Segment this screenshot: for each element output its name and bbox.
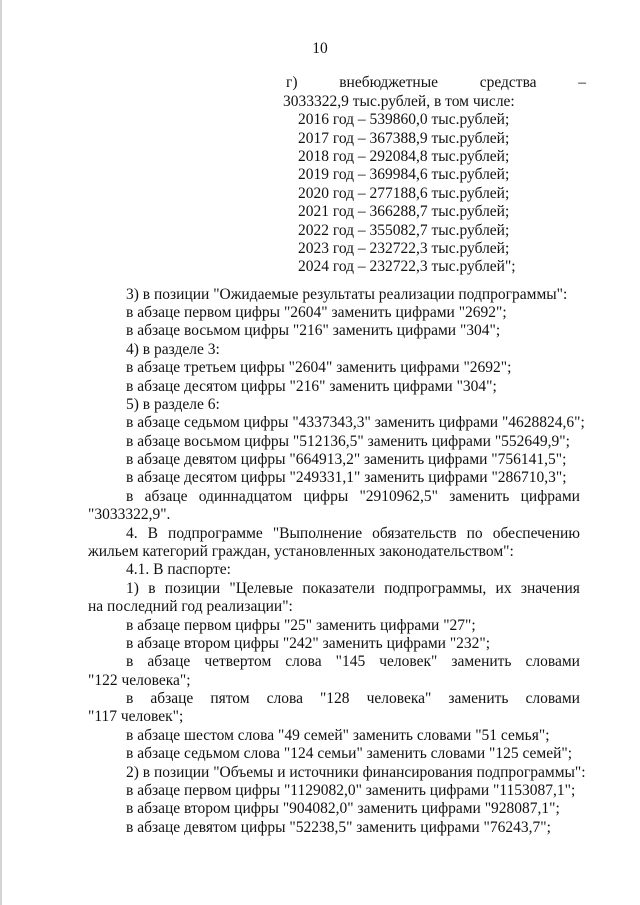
budget-heading bbox=[286, 74, 586, 92]
word: показатели bbox=[302, 580, 375, 597]
word: четвертом bbox=[204, 653, 272, 670]
word: внебюджетные bbox=[339, 74, 439, 91]
word: в bbox=[148, 580, 156, 597]
paragraph-line: 3) в позиции "Ожидаемые результаты реализации подпрограммы": bbox=[126, 286, 568, 303]
paragraph-line: в абзаце втором цифры "242" заменить цифрами "232"; bbox=[126, 635, 491, 652]
paragraph-line: в абзаце девятом цифры "664913,2" заменить цифрами "756141,5"; bbox=[126, 451, 567, 468]
scan-edge bbox=[0, 0, 2, 905]
paragraph-line: в абзаце восьмом цифры "216" заменить цифрами "304"; bbox=[126, 322, 501, 339]
page-number: 10 bbox=[312, 40, 328, 57]
word: в bbox=[126, 653, 134, 670]
word: обеспечению bbox=[492, 525, 580, 542]
word: заменить bbox=[449, 488, 510, 505]
budget-year: 2016 год – 539860,0 тыс.рублей; bbox=[298, 111, 510, 128]
paragraph-line-justified bbox=[126, 525, 580, 543]
paragraph-line: в абзаце втором цифры "904082,0" заменить цифрами "928087,1"; bbox=[126, 800, 560, 817]
word: подпрограммы, bbox=[384, 580, 487, 597]
word: заменить bbox=[451, 653, 512, 670]
word: их bbox=[495, 580, 512, 597]
paragraph-line: в абзаце восьмом цифры "512136,5" заменить цифрами "552649,9"; bbox=[126, 433, 570, 450]
word: цифрами bbox=[520, 488, 580, 505]
paragraph-line-justified bbox=[126, 653, 580, 671]
word: цифры bbox=[303, 488, 349, 505]
paragraph-line: "3033322,9". bbox=[88, 506, 171, 523]
paragraph-line: в абзаце девятом цифры "52238,5" заменить цифрами "76243,7"; bbox=[126, 819, 551, 836]
word: человек" bbox=[379, 653, 438, 670]
word: пятом bbox=[210, 690, 250, 707]
word: словами bbox=[525, 653, 580, 670]
paragraph-line: в абзаце десятом цифры "216" заменить цифрами "304"; bbox=[126, 378, 497, 395]
paragraph-line: 5) в разделе 6: bbox=[126, 396, 220, 413]
paragraph-line: 2) в позиции "Объемы и источники финансирования подпрограммы": bbox=[126, 764, 586, 781]
word: заменить bbox=[448, 690, 509, 707]
paragraph-line: в абзаце первом цифры "1129082,0" заменить цифрами "1153087,1"; bbox=[126, 782, 576, 799]
budget-total: 3033322,9 тыс.рублей, в том числе: bbox=[283, 93, 515, 110]
word: слова bbox=[285, 653, 322, 670]
word: "Выполнение bbox=[272, 525, 363, 542]
budget-year: 2023 год – 232722,3 тыс.рублей; bbox=[298, 240, 510, 257]
paragraph-line: "122 человека"; bbox=[88, 672, 191, 689]
paragraph-line: в абзаце седьмом цифры "4337343,3" заменить цифрами "4628824,6"; bbox=[126, 414, 585, 431]
word: одиннадцатом bbox=[198, 488, 293, 505]
word: В bbox=[147, 525, 158, 542]
word: абзаце bbox=[147, 653, 191, 670]
paragraph-line: на последний год реализации": bbox=[88, 598, 293, 615]
word: "145 bbox=[335, 653, 366, 670]
budget-year: 2024 год – 232722,3 тыс.рублей"; bbox=[298, 258, 516, 275]
word: словами bbox=[525, 690, 580, 707]
word: обязательств bbox=[372, 525, 457, 542]
paragraph-line: "117 человек"; bbox=[88, 708, 184, 725]
word: "2910962,5" bbox=[359, 488, 439, 505]
paragraph-line: в абзаце первом цифры "25" заменить цифрами "27"; bbox=[126, 617, 476, 634]
word: абзаце bbox=[144, 488, 188, 505]
budget-year: 2022 год – 355082,7 тыс.рублей; bbox=[298, 222, 510, 239]
word: слова bbox=[266, 690, 303, 707]
word: "Целевые bbox=[229, 580, 294, 597]
word: 4. bbox=[126, 525, 138, 542]
paragraph-line: в абзаце третьем цифры "2604" заменить цифрами "2692"; bbox=[126, 359, 512, 376]
paragraph-line: в абзаце шестом слова "49 семей" заменить словами "51 семья"; bbox=[126, 727, 550, 744]
budget-year: 2017 год – 367388,9 тыс.рублей; bbox=[298, 130, 510, 147]
paragraph-line: в абзаце десятом цифры "249331,1" заменить цифрами "286710,3"; bbox=[126, 469, 567, 486]
word: подпрограмме bbox=[168, 525, 263, 542]
word: – bbox=[578, 74, 586, 91]
word: г) bbox=[286, 74, 298, 91]
word: "128 bbox=[319, 690, 350, 707]
word: значения bbox=[520, 580, 580, 597]
budget-year: 2019 год – 369984,6 тыс.рублей; bbox=[298, 166, 510, 183]
word: позиции bbox=[164, 580, 221, 597]
word: абзаце bbox=[150, 690, 194, 707]
paragraph-line: жильем категорий граждан, установленных законодательством": bbox=[88, 543, 514, 560]
word: 1) bbox=[126, 580, 139, 597]
paragraph-line-justified bbox=[126, 488, 580, 506]
paragraph-line-justified bbox=[126, 580, 580, 598]
paragraph-line: 4.1. В паспорте: bbox=[126, 561, 231, 578]
paragraph-line: 4) в разделе 3: bbox=[126, 341, 220, 358]
budget-year: 2021 год – 366288,7 тыс.рублей; bbox=[298, 203, 510, 220]
word: человека" bbox=[366, 690, 432, 707]
paragraph-line-justified bbox=[126, 690, 580, 708]
budget-year: 2020 год – 277188,6 тыс.рублей; bbox=[298, 185, 510, 202]
word: в bbox=[126, 488, 134, 505]
paragraph-line: в абзаце седьмом слова "124 семьи" заменить словами "125 семей"; bbox=[126, 745, 573, 762]
budget-year: 2018 год – 292084,8 тыс.рублей; bbox=[298, 148, 510, 165]
word: средства bbox=[479, 74, 537, 91]
word: в bbox=[126, 690, 134, 707]
paragraph-line: в абзаце первом цифры "2604" заменить цифрами "2692"; bbox=[126, 304, 507, 321]
word: по bbox=[466, 525, 483, 542]
